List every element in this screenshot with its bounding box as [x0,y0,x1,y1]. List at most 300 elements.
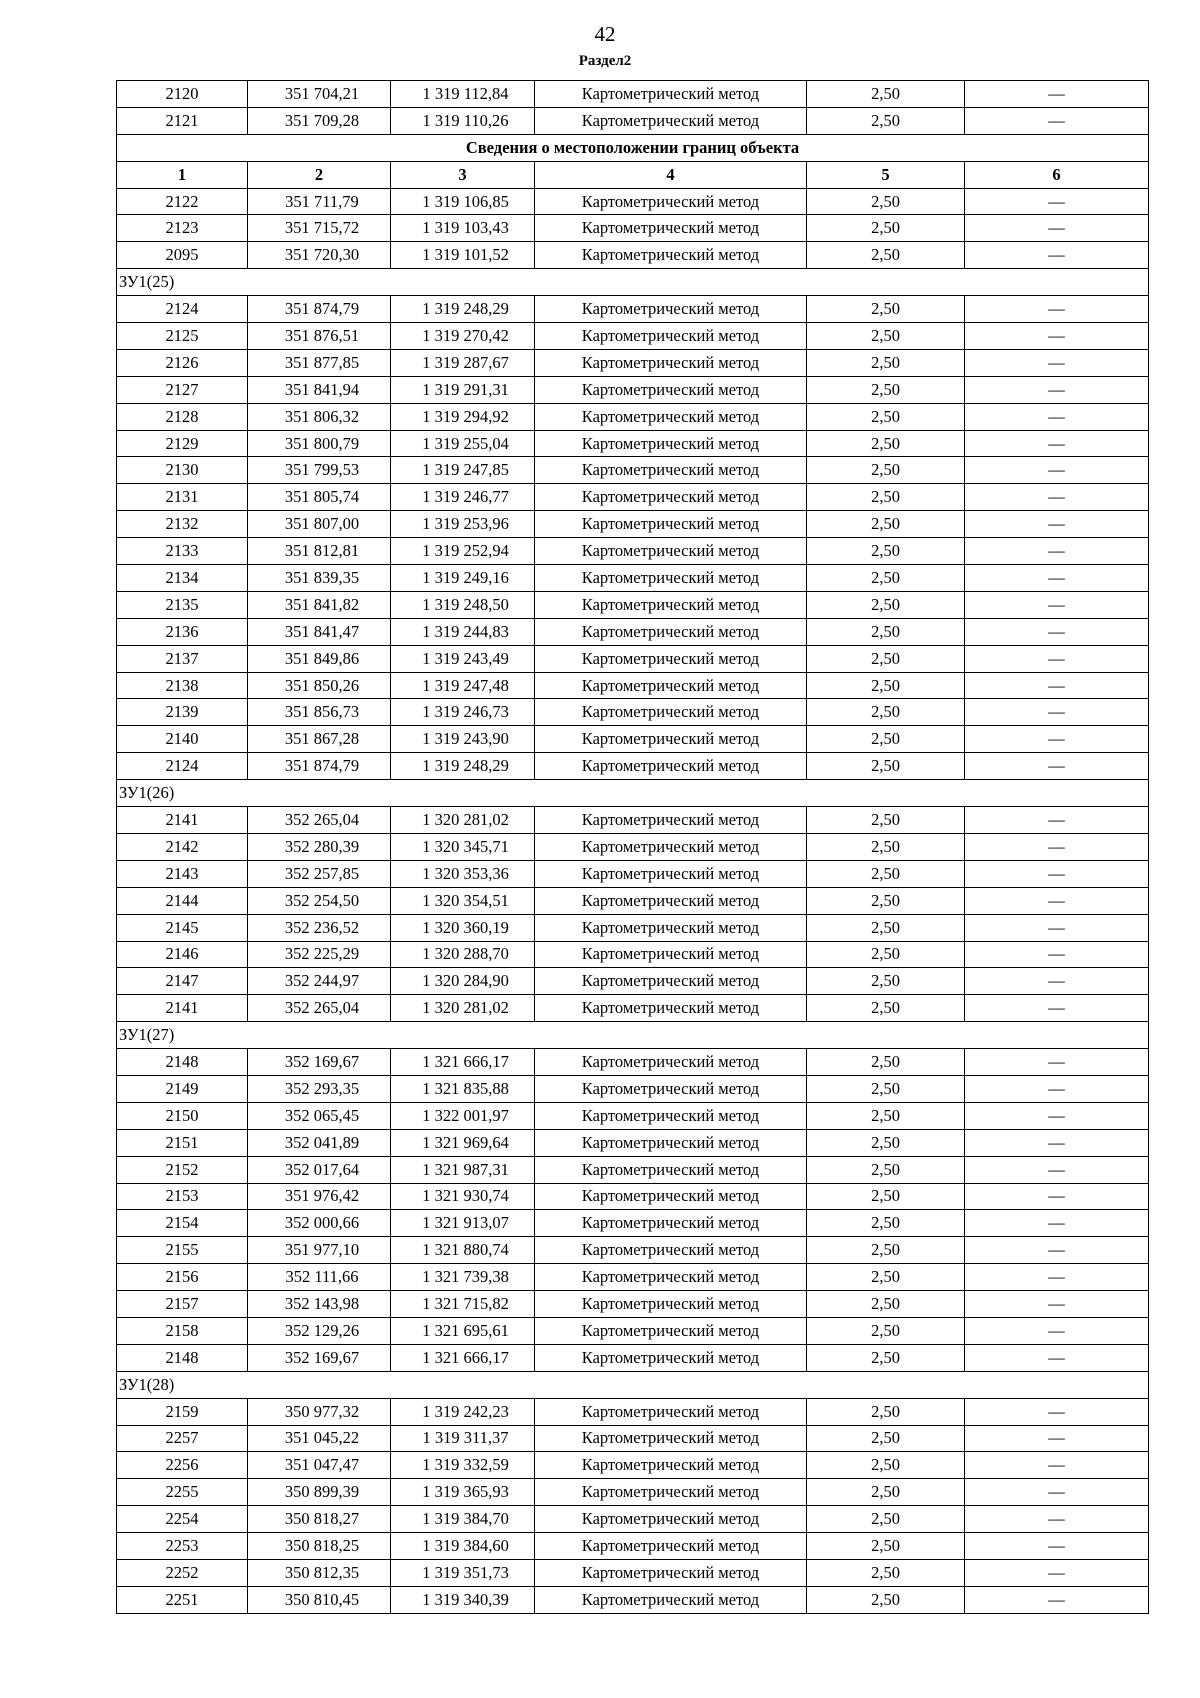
table-row [117,1237,1149,1264]
method-cell: Картометрический метод [535,1156,807,1183]
method-cell: Картометрический метод [535,1425,807,1452]
y-coordinate-cell: 1 319 112,84 [391,81,535,108]
x-coordinate-cell: 351 806,32 [248,403,391,430]
method-cell: Картометрический метод [535,618,807,645]
method-cell: Картометрический метод [535,1237,807,1264]
point-number-cell: 2139 [117,699,248,726]
accuracy-cell: 2,50 [807,484,965,511]
description-cell: — [965,565,1149,592]
table-row [117,1506,1149,1533]
point-number-cell: 2124 [117,753,248,780]
x-coordinate-cell: 351 976,42 [248,1183,391,1210]
point-number-cell: 2123 [117,215,248,242]
accuracy-cell: 2,50 [807,1291,965,1318]
y-coordinate-cell: 1 319 270,42 [391,323,535,350]
y-coordinate-cell: 1 319 255,04 [391,430,535,457]
method-cell: Картометрический метод [535,914,807,941]
accuracy-cell: 2,50 [807,833,965,860]
accuracy-cell: 2,50 [807,1129,965,1156]
accuracy-cell: 2,50 [807,645,965,672]
accuracy-cell: 2,50 [807,807,965,834]
description-cell: — [965,887,1149,914]
group-label-row-text: ЗУ1(26) [117,780,1149,807]
table-row [117,1452,1149,1479]
method-cell: Картометрический метод [535,807,807,834]
method-cell: Картометрический метод [535,1317,807,1344]
table-row [117,511,1149,538]
point-number-cell: 2135 [117,591,248,618]
method-cell: Картометрический метод [535,1344,807,1371]
accuracy-cell: 2,50 [807,296,965,323]
accuracy-cell: 2,50 [807,538,965,565]
x-coordinate-cell: 351 856,73 [248,699,391,726]
y-coordinate-cell: 1 319 365,93 [391,1479,535,1506]
description-cell: — [965,1533,1149,1560]
table-row [117,107,1149,134]
x-coordinate-cell: 351 877,85 [248,349,391,376]
table-row [117,941,1149,968]
description-cell: — [965,376,1149,403]
x-coordinate-cell: 352 041,89 [248,1129,391,1156]
y-coordinate-cell: 1 319 287,67 [391,349,535,376]
y-coordinate-cell: 1 320 281,02 [391,807,535,834]
point-number-cell: 2127 [117,376,248,403]
x-coordinate-cell: 352 254,50 [248,887,391,914]
x-coordinate-cell: 351 709,28 [248,107,391,134]
point-number-cell: 2148 [117,1049,248,1076]
y-coordinate-cell: 1 319 311,37 [391,1425,535,1452]
table-row [117,215,1149,242]
method-cell: Картометрический метод [535,457,807,484]
y-coordinate-cell: 1 319 253,96 [391,511,535,538]
point-number-cell: 2095 [117,242,248,269]
point-number-cell: 2131 [117,484,248,511]
table-row [117,1533,1149,1560]
accuracy-cell: 2,50 [807,349,965,376]
table-row [117,1102,1149,1129]
method-cell: Картометрический метод [535,1183,807,1210]
method-cell: Картометрический метод [535,699,807,726]
y-coordinate-cell: 1 319 101,52 [391,242,535,269]
accuracy-cell: 2,50 [807,511,965,538]
description-cell: — [965,1344,1149,1371]
x-coordinate-cell: 351 047,47 [248,1452,391,1479]
table-row [117,565,1149,592]
x-coordinate-cell: 351 704,21 [248,81,391,108]
method-cell: Картометрический метод [535,1506,807,1533]
column-number: 6 [965,161,1149,188]
x-coordinate-cell: 351 807,00 [248,511,391,538]
x-coordinate-cell: 352 293,35 [248,1075,391,1102]
accuracy-cell: 2,50 [807,1317,965,1344]
method-cell: Картометрический метод [535,1398,807,1425]
accuracy-cell: 2,50 [807,1264,965,1291]
method-cell: Картометрический метод [535,1479,807,1506]
y-coordinate-cell: 1 319 248,50 [391,591,535,618]
point-number-cell: 2158 [117,1317,248,1344]
table-row [117,591,1149,618]
table-row [117,538,1149,565]
accuracy-cell: 2,50 [807,1586,965,1613]
point-number-cell: 2152 [117,1156,248,1183]
x-coordinate-cell: 351 849,86 [248,645,391,672]
accuracy-cell: 2,50 [807,1049,965,1076]
x-coordinate-cell: 350 977,32 [248,1398,391,1425]
accuracy-cell: 2,50 [807,107,965,134]
method-cell: Картометрический метод [535,296,807,323]
x-coordinate-cell: 351 045,22 [248,1425,391,1452]
x-coordinate-cell: 350 818,25 [248,1533,391,1560]
description-cell: — [965,618,1149,645]
group-label-row [117,780,1149,807]
point-number-cell: 2138 [117,672,248,699]
y-coordinate-cell: 1 319 244,83 [391,618,535,645]
table-row [117,887,1149,914]
point-number-cell: 2120 [117,81,248,108]
method-cell: Картометрический метод [535,376,807,403]
y-coordinate-cell: 1 319 242,23 [391,1398,535,1425]
description-cell: — [965,215,1149,242]
method-cell: Картометрический метод [535,833,807,860]
accuracy-cell: 2,50 [807,430,965,457]
table-row [117,323,1149,350]
y-coordinate-cell: 1 320 288,70 [391,941,535,968]
x-coordinate-cell: 351 841,94 [248,376,391,403]
table-row [117,457,1149,484]
y-coordinate-cell: 1 320 354,51 [391,887,535,914]
accuracy-cell: 2,50 [807,753,965,780]
description-cell: — [965,81,1149,108]
method-cell: Картометрический метод [535,1264,807,1291]
accuracy-cell: 2,50 [807,1506,965,1533]
point-number-cell: 2142 [117,833,248,860]
x-coordinate-cell: 352 129,26 [248,1317,391,1344]
method-cell: Картометрический метод [535,242,807,269]
x-coordinate-cell: 352 169,67 [248,1049,391,1076]
y-coordinate-cell: 1 319 332,59 [391,1452,535,1479]
method-cell: Картометрический метод [535,887,807,914]
description-cell: — [965,403,1149,430]
accuracy-cell: 2,50 [807,457,965,484]
y-coordinate-cell: 1 319 340,39 [391,1586,535,1613]
method-cell: Картометрический метод [535,1129,807,1156]
y-coordinate-cell: 1 319 291,31 [391,376,535,403]
description-cell: — [965,1210,1149,1237]
y-coordinate-cell: 1 319 103,43 [391,215,535,242]
description-cell: — [965,1183,1149,1210]
table-row [117,81,1149,108]
method-cell: Картометрический метод [535,591,807,618]
y-coordinate-cell: 1 321 666,17 [391,1344,535,1371]
accuracy-cell: 2,50 [807,672,965,699]
accuracy-cell: 2,50 [807,1425,965,1452]
point-number-cell: 2256 [117,1452,248,1479]
point-number-cell: 2251 [117,1586,248,1613]
table-body [117,81,1149,1614]
column-number: 5 [807,161,965,188]
description-cell: — [965,941,1149,968]
accuracy-cell: 2,50 [807,1559,965,1586]
x-coordinate-cell: 351 720,30 [248,242,391,269]
method-cell: Картометрический метод [535,484,807,511]
description-cell: — [965,968,1149,995]
y-coordinate-cell: 1 319 246,73 [391,699,535,726]
point-number-cell: 2156 [117,1264,248,1291]
x-coordinate-cell: 352 280,39 [248,833,391,860]
description-cell: — [965,430,1149,457]
x-coordinate-cell: 352 143,98 [248,1291,391,1318]
accuracy-cell: 2,50 [807,618,965,645]
description-cell: — [965,1156,1149,1183]
accuracy-cell: 2,50 [807,887,965,914]
method-cell: Картометрический метод [535,188,807,215]
point-number-cell: 2159 [117,1398,248,1425]
method-cell: Картометрический метод [535,753,807,780]
x-coordinate-cell: 352 169,67 [248,1344,391,1371]
table-row [117,699,1149,726]
boundary-points-table [116,80,1149,1614]
method-cell: Картометрический метод [535,860,807,887]
description-cell: — [965,1129,1149,1156]
method-cell: Картометрический метод [535,1533,807,1560]
point-number-cell: 2132 [117,511,248,538]
table-row [117,376,1149,403]
accuracy-cell: 2,50 [807,403,965,430]
method-cell: Картометрический метод [535,1559,807,1586]
table-row [117,296,1149,323]
accuracy-cell: 2,50 [807,242,965,269]
x-coordinate-cell: 351 799,53 [248,457,391,484]
description-cell: — [965,1102,1149,1129]
y-coordinate-cell: 1 321 913,07 [391,1210,535,1237]
method-cell: Картометрический метод [535,1075,807,1102]
point-number-cell: 2150 [117,1102,248,1129]
column-number: 1 [117,161,248,188]
table-row [117,618,1149,645]
x-coordinate-cell: 352 236,52 [248,914,391,941]
y-coordinate-cell: 1 320 360,19 [391,914,535,941]
method-cell: Картометрический метод [535,1291,807,1318]
accuracy-cell: 2,50 [807,591,965,618]
method-cell: Картометрический метод [535,403,807,430]
description-cell: — [965,1425,1149,1452]
method-cell: Картометрический метод [535,726,807,753]
x-coordinate-cell: 352 065,45 [248,1102,391,1129]
point-number-cell: 2254 [117,1506,248,1533]
y-coordinate-cell: 1 319 248,29 [391,753,535,780]
point-number-cell: 2140 [117,726,248,753]
x-coordinate-cell: 351 839,35 [248,565,391,592]
column-number: 3 [391,161,535,188]
x-coordinate-cell: 351 800,79 [248,430,391,457]
point-number-cell: 2122 [117,188,248,215]
point-number-cell: 2125 [117,323,248,350]
y-coordinate-cell: 1 321 987,31 [391,1156,535,1183]
x-coordinate-cell: 352 017,64 [248,1156,391,1183]
method-cell: Картометрический метод [535,511,807,538]
point-number-cell: 2136 [117,618,248,645]
description-cell: — [965,860,1149,887]
table-row [117,1183,1149,1210]
table-row [117,484,1149,511]
table-row [117,1075,1149,1102]
y-coordinate-cell: 1 320 353,36 [391,860,535,887]
x-coordinate-cell: 351 805,74 [248,484,391,511]
x-coordinate-cell: 351 850,26 [248,672,391,699]
table-row [117,1210,1149,1237]
table-row [117,1264,1149,1291]
description-cell: — [965,1049,1149,1076]
method-cell: Картометрический метод [535,1210,807,1237]
table-row [117,242,1149,269]
x-coordinate-cell: 352 265,04 [248,807,391,834]
y-coordinate-cell: 1 319 243,49 [391,645,535,672]
x-coordinate-cell: 352 111,66 [248,1264,391,1291]
y-coordinate-cell: 1 319 243,90 [391,726,535,753]
table-row [117,914,1149,941]
x-coordinate-cell: 351 876,51 [248,323,391,350]
group-label-row [117,269,1149,296]
table-row [117,430,1149,457]
method-cell: Картометрический метод [535,645,807,672]
table-row [117,726,1149,753]
description-cell: — [965,1264,1149,1291]
x-coordinate-cell: 351 841,82 [248,591,391,618]
accuracy-cell: 2,50 [807,323,965,350]
accuracy-cell: 2,50 [807,1156,965,1183]
y-coordinate-cell: 1 321 930,74 [391,1183,535,1210]
description-cell: — [965,1452,1149,1479]
table-row [117,1344,1149,1371]
point-number-cell: 2134 [117,565,248,592]
accuracy-cell: 2,50 [807,726,965,753]
description-cell: — [965,107,1149,134]
description-cell: — [965,726,1149,753]
accuracy-cell: 2,50 [807,81,965,108]
point-number-cell: 2128 [117,403,248,430]
description-cell: — [965,323,1149,350]
table-row [117,1479,1149,1506]
accuracy-cell: 2,50 [807,1398,965,1425]
description-cell: — [965,1317,1149,1344]
description-cell: — [965,833,1149,860]
group-label-row [117,1371,1149,1398]
y-coordinate-cell: 1 321 835,88 [391,1075,535,1102]
accuracy-cell: 2,50 [807,860,965,887]
x-coordinate-cell: 352 244,97 [248,968,391,995]
accuracy-cell: 2,50 [807,914,965,941]
y-coordinate-cell: 1 319 110,26 [391,107,535,134]
method-cell: Картометрический метод [535,349,807,376]
accuracy-cell: 2,50 [807,565,965,592]
y-coordinate-cell: 1 321 739,38 [391,1264,535,1291]
y-coordinate-cell: 1 322 001,97 [391,1102,535,1129]
accuracy-cell: 2,50 [807,1102,965,1129]
point-number-cell: 2153 [117,1183,248,1210]
point-number-cell: 2124 [117,296,248,323]
table-row [117,188,1149,215]
point-number-cell: 2149 [117,1075,248,1102]
description-cell: — [965,538,1149,565]
x-coordinate-cell: 352 225,29 [248,941,391,968]
x-coordinate-cell: 352 000,66 [248,1210,391,1237]
method-cell: Картометрический метод [535,323,807,350]
description-cell: — [965,1506,1149,1533]
x-coordinate-cell: 351 874,79 [248,753,391,780]
table-row [117,753,1149,780]
accuracy-cell: 2,50 [807,1237,965,1264]
table-row [117,672,1149,699]
table-row [117,1156,1149,1183]
description-cell: — [965,484,1149,511]
table-row [117,860,1149,887]
group-label-row-text: ЗУ1(25) [117,269,1149,296]
point-number-cell: 2129 [117,430,248,457]
table-row [117,1291,1149,1318]
column-numbers-row [117,161,1149,188]
x-coordinate-cell: 351 711,79 [248,188,391,215]
point-number-cell: 2154 [117,1210,248,1237]
accuracy-cell: 2,50 [807,1533,965,1560]
accuracy-cell: 2,50 [807,968,965,995]
accuracy-cell: 2,50 [807,1183,965,1210]
table-heading-text: Сведения о местоположении границ объекта [117,134,1149,161]
y-coordinate-cell: 1 321 969,64 [391,1129,535,1156]
y-coordinate-cell: 1 320 284,90 [391,968,535,995]
table-row [117,349,1149,376]
y-coordinate-cell: 1 319 247,48 [391,672,535,699]
point-number-cell: 2144 [117,887,248,914]
y-coordinate-cell: 1 319 384,70 [391,1506,535,1533]
method-cell: Картометрический метод [535,1586,807,1613]
table-row [117,1559,1149,1586]
accuracy-cell: 2,50 [807,699,965,726]
point-number-cell: 2255 [117,1479,248,1506]
point-number-cell: 2147 [117,968,248,995]
y-coordinate-cell: 1 319 248,29 [391,296,535,323]
x-coordinate-cell: 350 818,27 [248,1506,391,1533]
y-coordinate-cell: 1 321 695,61 [391,1317,535,1344]
accuracy-cell: 2,50 [807,1452,965,1479]
column-number: 4 [535,161,807,188]
method-cell: Картометрический метод [535,107,807,134]
table-row [117,1586,1149,1613]
x-coordinate-cell: 351 812,81 [248,538,391,565]
point-number-cell: 2252 [117,1559,248,1586]
y-coordinate-cell: 1 321 666,17 [391,1049,535,1076]
method-cell: Картометрический метод [535,672,807,699]
table-row [117,833,1149,860]
point-number-cell: 2257 [117,1425,248,1452]
point-number-cell: 2155 [117,1237,248,1264]
method-cell: Картометрический метод [535,995,807,1022]
point-number-cell: 2146 [117,941,248,968]
point-number-cell: 2157 [117,1291,248,1318]
description-cell: — [965,914,1149,941]
method-cell: Картометрический метод [535,1102,807,1129]
table-heading [117,134,1149,161]
description-cell: — [965,699,1149,726]
method-cell: Картометрический метод [535,1452,807,1479]
method-cell: Картометрический метод [535,215,807,242]
point-number-cell: 2121 [117,107,248,134]
accuracy-cell: 2,50 [807,1075,965,1102]
y-coordinate-cell: 1 320 281,02 [391,995,535,1022]
table-row [117,807,1149,834]
section-title: Раздел2 [578,53,632,69]
y-coordinate-cell: 1 319 294,92 [391,403,535,430]
method-cell: Картометрический метод [535,565,807,592]
